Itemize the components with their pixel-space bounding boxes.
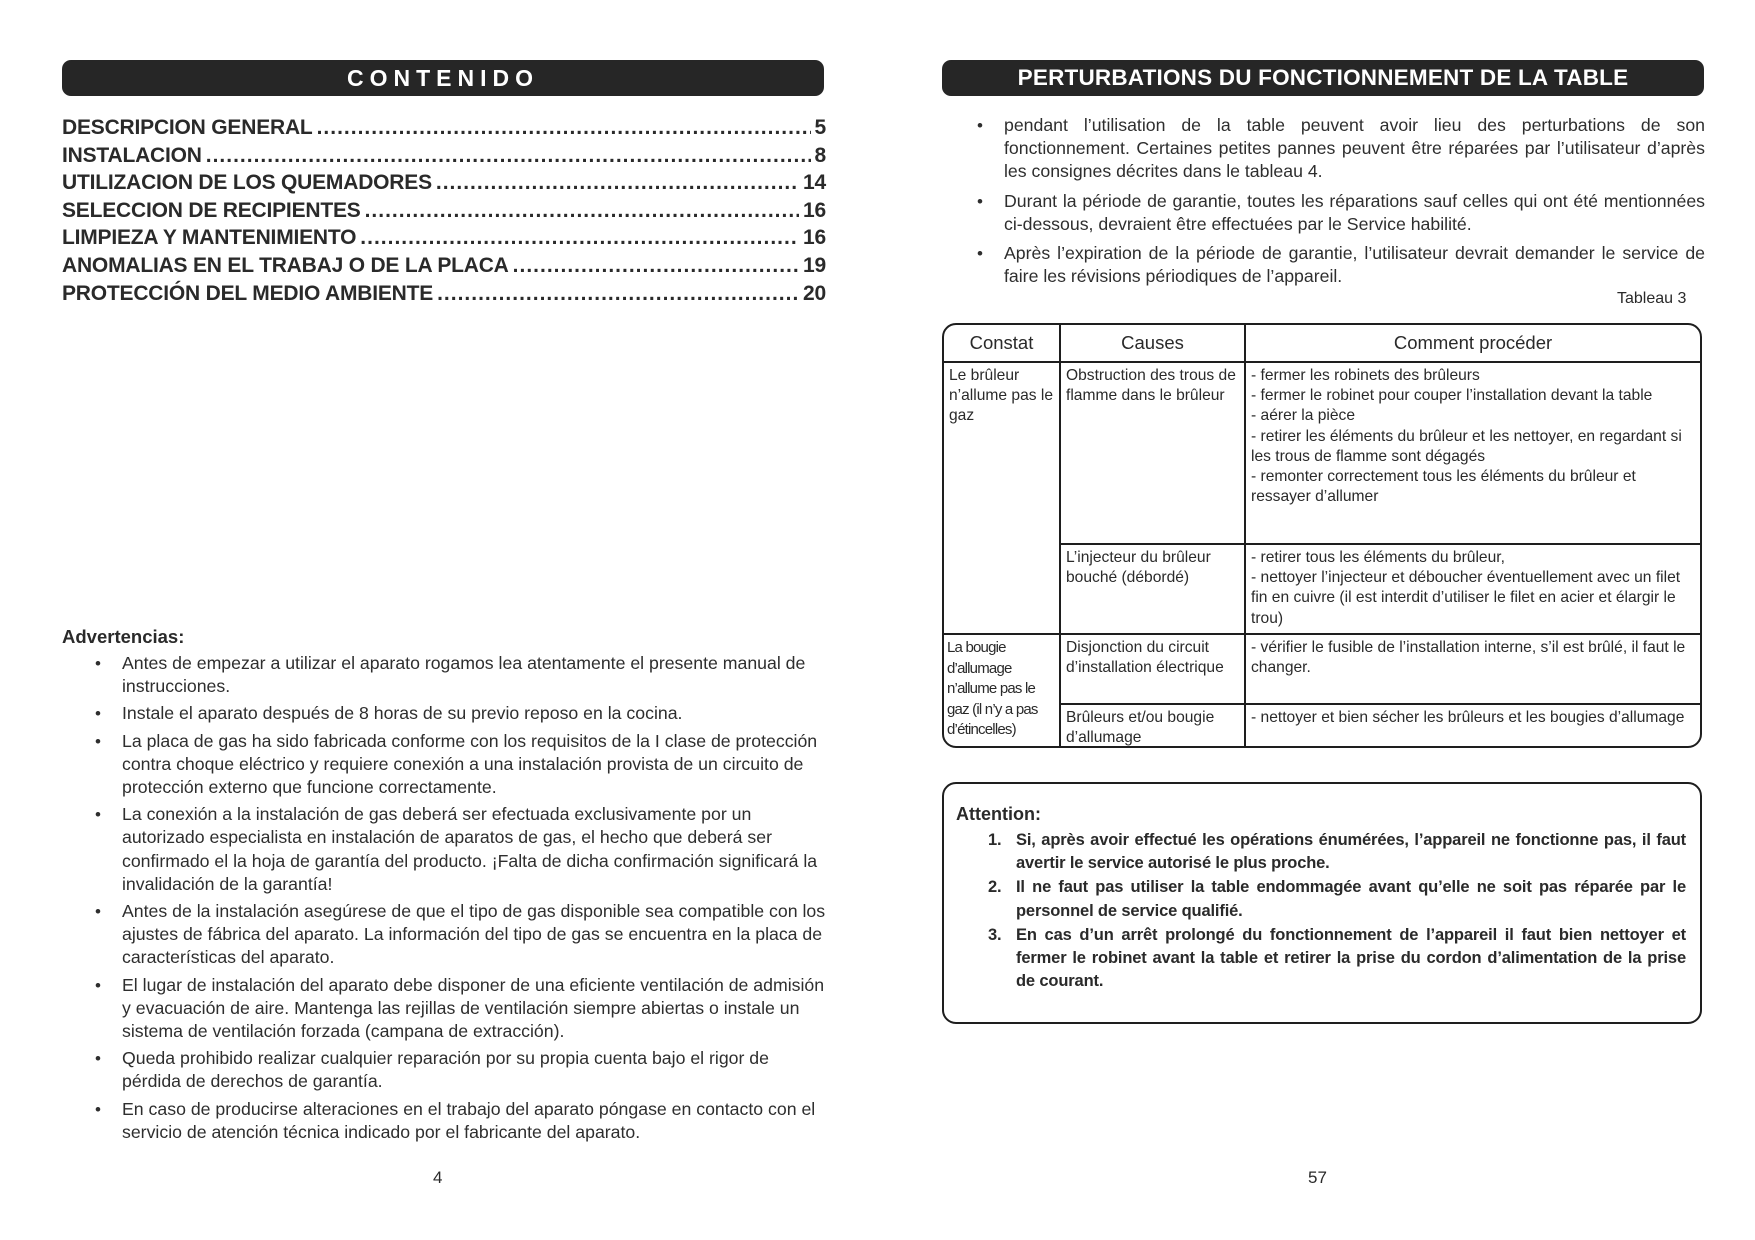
intro-text: pendant l’utilisation de la table peuvent avoir lieu des perturbations de son fonctionnement. Certaines petites pannes peuvent être réparées par l’utilisateur d’après les consignes décrites dans le tableau 4.: [1004, 115, 1705, 182]
toc-entry-page: 19: [803, 253, 826, 277]
attention-item-text: Il ne faut pas utiliser la table endommagée avant qu’elle ne soit pas réparée par le personnel de service qualifié.: [1016, 878, 1686, 920]
table-header-row: [944, 325, 1700, 362]
intro-item: [971, 242, 1705, 288]
intro-list: [971, 114, 1705, 294]
perturbations-header: PERTURBATIONS DU FONCTIONNEMENT DE LA TABLE: [942, 60, 1704, 96]
toc-entry-page: 8: [814, 143, 826, 167]
toc-entry-title: UTILIZACION DE LOS QUEMADORES: [62, 171, 432, 195]
attention-item-number: 1.: [988, 831, 1002, 849]
warning-item: [62, 974, 826, 1044]
intro-text: Durant la période de garantie, toutes les réparations sauf celles qui ont été mentionnées ci-dessous, devraient être effectuées par le Service habilité.: [1004, 190, 1705, 234]
cause-cell: L’injecteur du brûleur bouché (débordé): [1060, 544, 1245, 634]
procedure-line: - nettoyer l’injecteur et déboucher éventuellement avec un filet fin en cuivre (il est interdit d’utiliser le filet en acier et élargir le trou): [1251, 569, 1681, 627]
column-header-constat: Constat: [944, 325, 1060, 362]
attention-box: [942, 782, 1702, 1024]
cause-cell: Disjonction du circuit d’installation électrique: [1060, 634, 1245, 704]
toc-entry-title: SELECCION DE RECIPIENTES: [62, 198, 361, 222]
left-page: [0, 0, 877, 1240]
intro-item: [971, 190, 1705, 236]
procedure-line: - retirer les éléments du brûleur et les nettoyer, en regardant si les trous de flamme sont dégagés: [1251, 427, 1682, 465]
procedure-line: - aérer la pièce: [1251, 407, 1356, 425]
bullet-icon: •: [95, 1049, 101, 1069]
column-header-procedure: Comment procéder: [1245, 325, 1700, 362]
procedure-line: - remonter correctement tous les éléments du brûleur et ressayer d’allumer: [1251, 468, 1636, 506]
procedure-line: - fermer le robinet pour couper l’installation devant la table: [1251, 387, 1653, 405]
toc-leader-dots: [365, 199, 799, 223]
toc-entry-title: INSTALACION: [62, 143, 202, 167]
attention-title: Attention:: [956, 804, 1041, 824]
toc-entry: [62, 116, 826, 144]
toc-entry-title: ANOMALIAS EN EL TRABAJ O DE LA PLACA: [62, 253, 509, 277]
bullet-icon: •: [977, 191, 983, 211]
procedure-cell: [1245, 362, 1700, 544]
bullet-icon: •: [95, 654, 101, 673]
warning-text: La conexión a la instalación de gas deberá ser efectuada exclusivamente por un autorizado especialista en instalación de aparatos de gas, el hecho que deberá ser confirmado el la hoja de garantía del producto. ¡Falta de dicha confirmación significará la invalidación de la garantía!: [122, 804, 818, 894]
procedure-line: - nettoyer et bien sécher les brûleurs et les bougies d’allumage: [1251, 709, 1685, 726]
attention-item-text: En cas d’un arrêt prolongé du fonctionnement de l’appareil il faut bien nettoyer et fermer le robinet avant la table et retirer la prise du cordon d’alimentation de la prise de courant.: [1016, 925, 1686, 991]
constat-cell: Le brûleur n’allume pas le gaz: [944, 362, 1060, 634]
warning-item: [62, 803, 826, 896]
toc-entry-page: 5: [814, 116, 826, 139]
warnings-title: Advertencias:: [62, 626, 185, 647]
table-caption: Tableau 3: [1617, 290, 1687, 307]
attention-item-text: Si, après avoir effectué les opérations énumérées, l’appareil ne fonctionne pas, il faut avertir le service autorisé le plus proche.: [1016, 831, 1686, 873]
attention-list: [958, 829, 1686, 994]
table-of-contents: [62, 116, 826, 309]
toc-leader-dots: [206, 144, 811, 168]
intro-item: [971, 114, 1705, 184]
toc-entry: [62, 282, 826, 310]
page-number-right: 57: [1308, 1168, 1327, 1187]
toc-entry: [62, 144, 826, 172]
procedure-line: - vérifier le fusible de l’installation interne, s’il est brûlé, il faut le changer.: [1251, 639, 1686, 677]
table-row: [944, 634, 1700, 704]
bullet-icon: •: [95, 704, 101, 724]
toc-entry: [62, 199, 826, 227]
warning-item: [62, 1098, 826, 1144]
toc-leader-dots: [360, 226, 799, 250]
toc-leader-dots: [317, 116, 811, 140]
toc-entry: [62, 226, 826, 254]
warnings-list: [62, 652, 826, 1148]
warning-item: [62, 1047, 826, 1093]
contenido-header: CONTENIDO: [62, 60, 824, 96]
warning-text: Instale el aparato después de 8 horas de su previo reposo en la cocina.: [122, 703, 683, 724]
warning-text: Antes de la instalación asegúrese de que el tipo de gas disponible sea compatible con los ajustes de fábrica del aparato. La información del tipo de gas se encuentra en la placa de características del aparato.: [122, 901, 826, 968]
warning-text: El lugar de instalación del aparato debe disponer de una eficiente ventilación de admisión y evacuación de aire. Mantenga las rejillas de ventilación siempre abiertas o instale un sistema de ventilación forzada (campana de extracción).: [122, 974, 825, 1042]
warning-text: En caso de producirse alteraciones en el trabajo del aparato póngase en contacto con el servicio de atención técnica indicado por el fabricante del aparato.: [122, 1098, 816, 1142]
warning-text: Queda prohibido realizar cualquier reparación por su propia cuenta bajo el rigor de pérdida de derechos de garantía.: [122, 1048, 769, 1092]
bullet-icon: •: [95, 1099, 101, 1119]
cause-cell: Brûleurs et/ou bougie d’allumage: [1060, 704, 1245, 748]
attention-item-number: 2.: [988, 878, 1002, 897]
warning-text: La placa de gas ha sido fabricada conforme con los requisitos de la I clase de protección contra choque eléctrico y requiere conexión a una instalación provista de un circuito de protección externo que funcione correctamente.: [122, 730, 818, 798]
bullet-icon: •: [977, 116, 983, 135]
toc-leader-dots: [436, 171, 799, 195]
attention-item: [958, 876, 1686, 922]
toc-entry-page: 16: [803, 198, 826, 222]
right-page: [877, 0, 1755, 1240]
intro-text: Après l’expiration de la période de garantie, l’utilisateur devrait demander le service de faire les révisions périodiques de l’appareil.: [1004, 243, 1705, 287]
warning-item: [62, 652, 826, 698]
procedure-line: - retirer tous les éléments du brûleur,: [1251, 549, 1505, 566]
toc-entry-title: LIMPIEZA Y MANTENIMIENTO: [62, 226, 357, 250]
toc-entry-title: DESCRIPCION GENERAL: [62, 116, 313, 139]
toc-leader-dots: [513, 254, 799, 278]
bullet-icon: •: [977, 244, 983, 264]
page-number-left: 4: [433, 1168, 443, 1187]
procedure-line: - fermer les robinets des brûleurs: [1251, 367, 1480, 384]
toc-entry: [62, 254, 826, 282]
cause-cell: Obstruction des trous de flamme dans le brûleur: [1060, 362, 1245, 544]
toc-entry-page: 20: [803, 281, 826, 305]
bullet-icon: •: [95, 805, 101, 825]
attention-item: [958, 829, 1686, 875]
bullet-icon: •: [95, 731, 101, 751]
attention-item: [958, 924, 1686, 994]
table-row: [944, 362, 1700, 544]
procedure-cell: [1245, 544, 1700, 634]
warning-text: Antes de empezar a utilizar el aparato rogamos lea atentamente el presente manual de instrucciones.: [122, 653, 806, 697]
warning-item: [62, 900, 826, 970]
warning-item: [62, 702, 826, 725]
toc-entry-page: 14: [803, 171, 826, 195]
attention-item-number: 3.: [988, 925, 1002, 944]
toc-leader-dots: [437, 282, 799, 306]
toc-entry-title: PROTECCIÓN DEL MEDIO AMBIENTE: [62, 281, 434, 305]
toc-entry-page: 16: [803, 226, 826, 250]
warning-item: [62, 730, 826, 800]
procedure-cell: [1245, 704, 1700, 748]
bullet-icon: •: [95, 975, 101, 995]
troubleshooting-table: [942, 323, 1702, 748]
bullet-icon: •: [95, 902, 101, 922]
toc-entry: [62, 171, 826, 199]
column-header-causes: Causes: [1060, 325, 1245, 362]
procedure-cell: [1245, 634, 1700, 704]
constat-cell: La bougie d’allumage n’allume pas le gaz (il n’y a pas d’étincelles): [944, 634, 1060, 748]
